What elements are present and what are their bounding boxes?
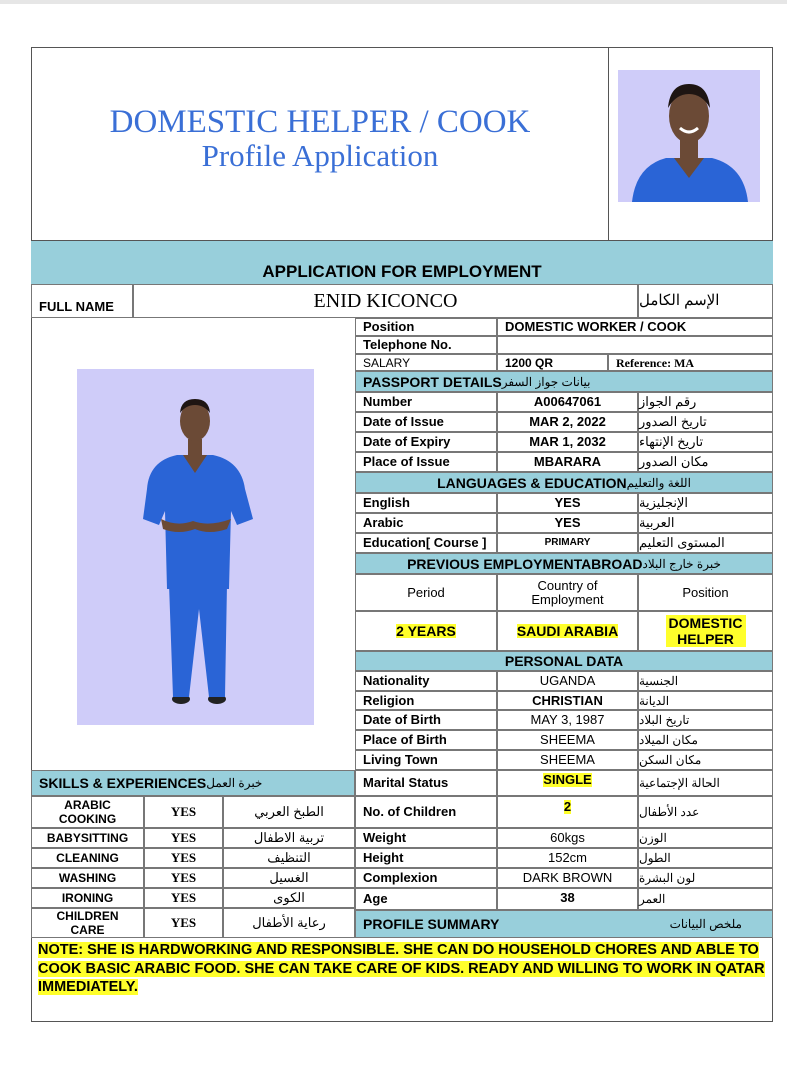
children-cell [497,796,638,828]
passport-section-header [355,371,773,392]
skill-ironing-ar: الكوى [223,888,355,908]
height-value: 152cm [497,848,638,868]
skill-cleaning-ar: التنظيف [223,848,355,868]
complexion-label: Complexion [355,868,497,888]
height-ar: الطول [638,848,773,868]
abroad-section-header [355,553,773,574]
birth-date-value: MAY 3, 1987 [497,710,638,730]
skill-washing-label: WASHING [31,868,144,888]
skill-babysitting-ar: تربية الاطفال [223,828,355,848]
nationality-label: Nationality [355,671,497,691]
religion-label: Religion [355,691,497,710]
children-ar: عدد الأطفال [638,796,773,828]
headshot-photo [618,70,760,202]
skill-washing-value: YES [144,868,223,888]
period-cell [355,611,497,651]
arabic-label: Arabic [355,513,497,533]
application-title: APPLICATION FOR EMPLOYMENT [31,241,773,284]
period-value: 2 YEARS [396,623,456,639]
languages-title: LANGUAGES & EDUCATION [437,474,627,491]
skills-title-ar: خبرة العمل [206,776,263,790]
birth-place-value: SHEEMA [497,730,638,750]
profile-summary-title-ar: ملخص البيانات [669,917,742,931]
skills-title: SKILLS & EXPERIENCES [39,775,207,791]
issue-place-value: MBARARA [497,452,638,472]
weight-ar: الوزن [638,828,773,848]
religion-ar: الديانة [638,691,773,710]
expiry-date-label: Date of Expiry [355,432,497,452]
country-cell [497,611,638,651]
passport-number-ar: رقم الجواز [638,392,773,412]
profile-summary-header [355,910,773,938]
page-title: DOMESTIC HELPER / COOK [109,104,531,140]
living-town-label: Living Town [355,750,497,770]
education-ar: المستوى التعليم [638,533,773,553]
marital-status-value: SINGLE [543,772,592,787]
education-label: Education[ Course ] [355,533,497,553]
arabic-value: YES [497,513,638,533]
weight-value: 60kgs [497,828,638,848]
profile-summary-note-block [38,941,768,997]
skill-ironing-value: YES [144,888,223,908]
age-value: 38 [497,888,638,910]
living-town-ar: مكان السكن [638,750,773,770]
arabic-ar: العربية [638,513,773,533]
profile-summary-note: NOTE: SHE IS HARDWORKING AND RESPONSIBLE. SHE CAN DO HOUSEHOLD CHORES AND ABLE TO COOK BASIC ARABIC FOOD. SHE CAN TAKE CARE OF KIDS. READY AND WILLING TO WORK IN QATAR IMMEDIATELY. [38,942,765,995]
marital-status-cell [497,770,638,796]
headshot-figure [618,70,760,202]
children-label: No. of Children [355,796,497,828]
skill-children-care-value: YES [144,908,223,938]
birth-place-label: Place of Birth [355,730,497,750]
telephone-value [497,336,773,354]
english-ar: الإنجليزية [638,493,773,513]
skill-arabic-cooking-label: ARABIC COOKING [31,796,144,828]
languages-section-header [355,472,773,493]
salary-label: SALARY [355,354,497,371]
birth-date-label: Date of Birth [355,710,497,730]
full-name-label-ar: الإسم الكامل [638,284,773,318]
english-value: YES [497,493,638,513]
living-town-value: SHEEMA [497,750,638,770]
personal-data-header: PERSONAL DATA [355,651,773,671]
skill-cleaning-label: CLEANING [31,848,144,868]
expiry-date-ar: تاريخ الإنتهاء [638,432,773,452]
religion-value: CHRISTIAN [497,691,638,710]
passport-number-label: Number [355,392,497,412]
issue-place-ar: مكان الصدور [638,452,773,472]
passport-title: PASSPORT DETAILS [363,373,502,390]
expiry-date-value: MAR 1, 2032 [497,432,638,452]
skill-arabic-cooking-value: YES [144,796,223,828]
reference-value: Reference: MA [608,354,773,371]
col-period: Period [355,574,497,611]
full-body-figure [77,369,314,725]
abroad-title-ar: خبرة خارج البلاد [642,556,721,571]
issue-date-label: Date of Issue [355,412,497,432]
abroad-position-value: DOMESTIC HELPER [666,615,746,647]
issue-date-value: MAR 2, 2022 [497,412,638,432]
nationality-ar: الجنسية [638,671,773,691]
skill-children-care-label: CHILDREN CARE [31,908,144,938]
telephone-label: Telephone No. [355,336,497,354]
profile-summary-title: PROFILE SUMMARY [363,916,500,932]
salary-value: 1200 QR [497,354,608,371]
country-value: SAUDI ARABIA [516,623,619,639]
col-position: Position [638,574,773,611]
birth-place-ar: مكان الميلاد [638,730,773,750]
position-label: Position [355,318,497,336]
languages-title-ar: اللغة والتعليم [626,475,691,490]
age-ar: العمر [638,888,773,910]
skill-children-care-ar: رعاية الأطفال [223,908,355,938]
children-value: 2 [563,799,572,814]
english-label: English [355,493,497,513]
skill-cleaning-value: YES [144,848,223,868]
issue-place-label: Place of Issue [355,452,497,472]
page-subtitle: Profile Application [201,138,439,173]
issue-date-ar: تاريخ الصدور [638,412,773,432]
complexion-value: DARK BROWN [497,868,638,888]
age-label: Age [355,888,497,910]
skill-babysitting-label: BABYSITTING [31,828,144,848]
top-border [0,0,787,4]
skill-washing-ar: الغسيل [223,868,355,888]
weight-label: Weight [355,828,497,848]
education-value: PRIMARY [497,533,638,553]
position-value: DOMESTIC WORKER / COOK [497,318,773,336]
skill-babysitting-value: YES [144,828,223,848]
complexion-ar: لون البشرة [638,868,773,888]
header-divider [608,47,609,240]
skill-ironing-label: IRONING [31,888,144,908]
photo-left-line [31,318,32,770]
passport-title-ar: بيانات جواز السفر [501,374,591,389]
abroad-position-cell [638,611,773,651]
full-name-label: FULL NAME [31,284,133,318]
passport-number-value: A00647061 [497,392,638,412]
skills-section-header [31,770,355,796]
marital-status-label: Marital Status [355,770,497,796]
nationality-value: UGANDA [497,671,638,691]
skill-arabic-cooking-ar: الطبخ العربي [223,796,355,828]
birth-date-ar: تاريخ البلاد [638,710,773,730]
abroad-title: PREVIOUS EMPLOYMENTABROAD [407,555,643,572]
height-label: Height [355,848,497,868]
col-country: Country of Employment [497,574,638,611]
marital-status-ar: الحالة الإجتماعية [638,770,773,796]
full-name-value: ENID KICONCO [133,284,638,318]
full-body-photo [77,369,314,725]
